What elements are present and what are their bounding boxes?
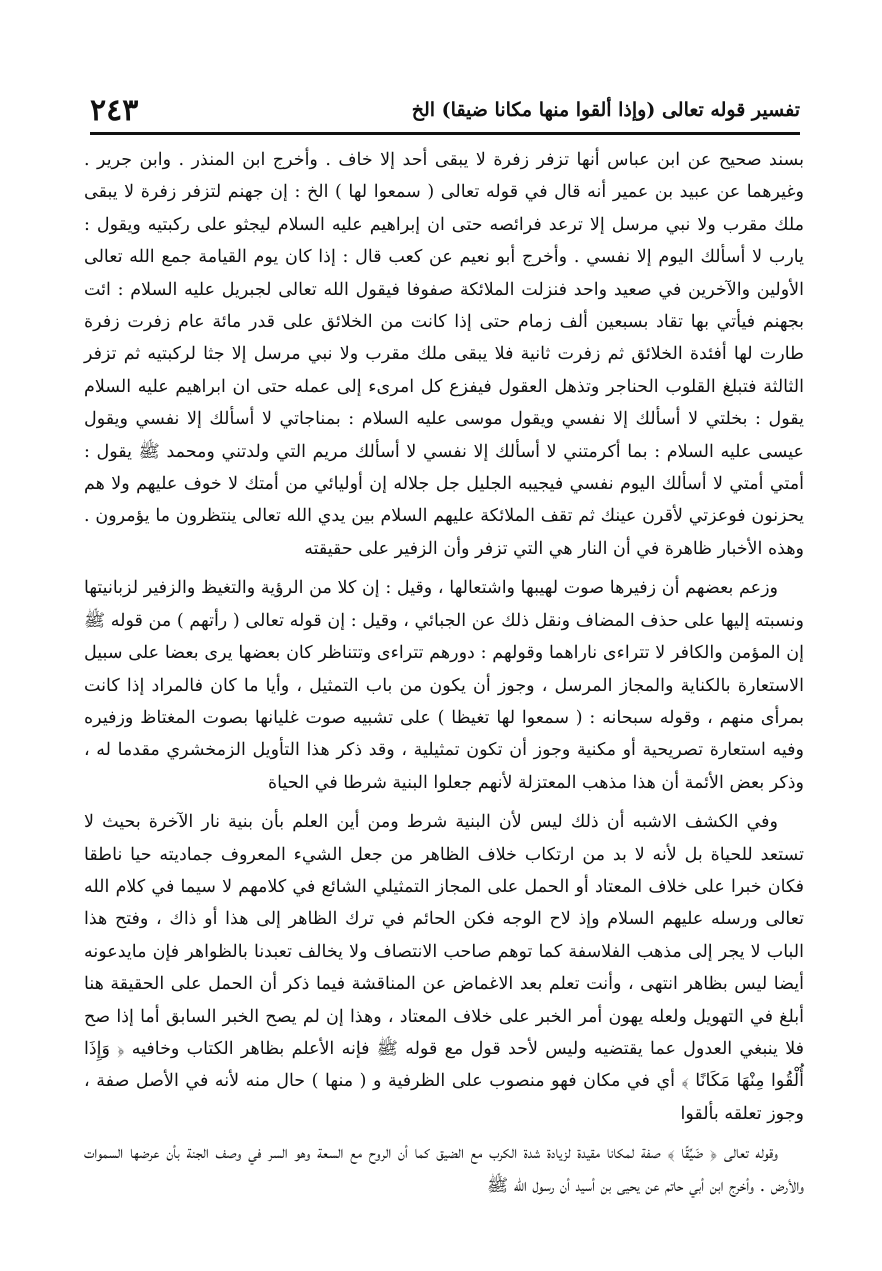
running-title: تفسير قوله تعالى (وإذا ألقوا منها مكانا ضيقا) الخ — [411, 99, 800, 121]
paragraph: وقوله تعالى ﴿ ضَيِّقًا ﴾ صفة لمكانا مقيدة لزيادة شدة الكرب مع الضيق كما أن الروح مع السعة وهو السر في وصف الجنة بأن عرضها السموات والأرض . وأخرج ابن أبي حاتم عن يحيى بن أسيد أن رسول الله ﷺ — [84, 1143, 804, 1196]
page-header — [90, 88, 800, 135]
paragraph: وفي الكشف الاشبه أن ذلك ليس لأن البنية شرط ومن أين العلم بأن بنية نار الآخرة بحيث لا تستعد للحياة بل لأنه لا بد من ارتكاب خلاف الظاهر من جعل الشيء المعروف جماديته حيا ناطقا فكان خبرا على خلاف المعتاد أو الحمل على المجاز التمثيلي الشائع في كلامهم لا سيما في كلام الله تعالى ورسله عليهم السلام وإذ لاح الوجه فكن الحائم في ترك الظاهر إلى هذا أو ذاك ، وفتح هذا الباب لا يجر إلى مذهب الفلاسفة كما توهم صاحب الانتصاف ولا يخالف تعبدنا بالظواهر فإن مايدعونه أيضا ليس بظاهر انتهى ، وأنت تعلم بعد الاغماض عن المناقشة فيما ذكر أن الحمل على الحقيقة هنا أبلغ في التهويل ولعله يهون أمر الخبر على خلاف المعتاد ، وهذا إن لم يصح الخبر السابق أما إذا صح فلا ينبغي العدول عما يقتضيه وليس لأحد قول مع قوله ﷺ فإنه الأعلم بظاهر الكتاب وخافيه ﴿ وَإِذَا أُلْقُوا مِنْهَا مَكَانًا ﴾ أي في مكان فهو منصوب على الظرفية و ( منها ) حال منه لأنه في الأصل صفة ، وجوز تعلقه بألقوا — [84, 812, 804, 1124]
paragraph: بسند صحيح عن ابن عباس أنها تزفر زفرة لا يبقى أحد إلا خاف . وأخرج ابن المنذر . وابن جرير . وغيرهما عن عبيد بن عمير أنه قال في قوله تعالى ( سمعوا لها ) الخ : إن جهنم لتزفر زفرة لا يبقى ملك مقرب ولا نبي مرسل إلا ترعد فرائصه حتى ان إبراهيم عليه السلام ليجثو على ركبتيه ويقول : يارب لا أسألك اليوم إلا نفسي . وأخرج أبو نعيم عن كعب قال : إذا كان يوم القيامة جمع الله تعالى الأولين والآخرين في صعيد واحد فنزلت الملائكة صفوفا فيقول الله تعالى لجبريل عليه السلام : ائت بجهنم فيأتي بها تقاد بسبعين ألف زمام حتى إذا كانت من الخلائق على قدر مائة عام زفرت زفرة طارت لها أفئدة الخلائق ثم زفرت ثانية فلا يبقى ملك مقرب ولا نبي مرسل إلا جثا لركبتيه ثم تزفر الثالثة فتبلغ القلوب الحناجر وتذهل العقول فيفزع كل امرىء إلى عمله حتى ان ابراهيم عليه السلام يقول : بخلتي لا أسألك إلا نفسي ويقول موسى عليه السلام : بمناجاتي لا أسألك إلا نفسي ويقول عيسى عليه السلام : بما أكرمتني لا أسألك إلا نفسي لا أسألك مريم التي ولدتني ومحمد ﷺ يقول : أمتي أمتي لا أسألك اليوم نفسي فيجيبه الجليل جل جلاله إن أوليائي من أمتك لا خوف عليهم ولا هم يحزنون فوعزتي لأقرن عينك ثم تقف الملائكة عليهم السلام بين يدي الله تعالى ينتظرون ما يؤمرون . وهذه الأخبار ظاهرة في أن النار هي التي تزفر وأن الزفير على حقيقته — [84, 150, 804, 559]
page-number: ٢٤٣ — [90, 92, 139, 128]
page-body — [84, 144, 804, 1209]
paragraph: وزعم بعضهم أن زفيرها صوت لهيبها واشتعالها ، وقيل : إن كلا من الرؤية والتغيظ والزفير لزبانيتها ونسبته إليها على حذف المضاف ونقل ذلك عن الجبائي ، وقيل : إن قوله تعالى ( رأتهم ) من قوله ﷺ إن المؤمن والكافر لا تتراءى ناراهما وقولهم : دورهم تتراءى وتتناظر كان بعضها يرى بعضا على سبيل الاستعارة بالكناية والمجاز المرسل ، وجوز أن يكون من باب التمثيل ، وأيا ما كان فالمراد إذا كانت بمرأى منهم ، وقوله سبحانه : ( سمعوا لها تغيظا ) على تشبيه صوت غليانها بصوت المغتاظ وزفيره وفيه استعارة تصريحية أو مكنية وجوز أن تكون تمثيلية ، وقد ذكر هذا التأويل الزمخشري مقدما له ، وذكر بعض الأئمة أن هذا مذهب المعتزلة لأنهم جعلوا البنية شرطا في الحياة — [84, 578, 804, 793]
